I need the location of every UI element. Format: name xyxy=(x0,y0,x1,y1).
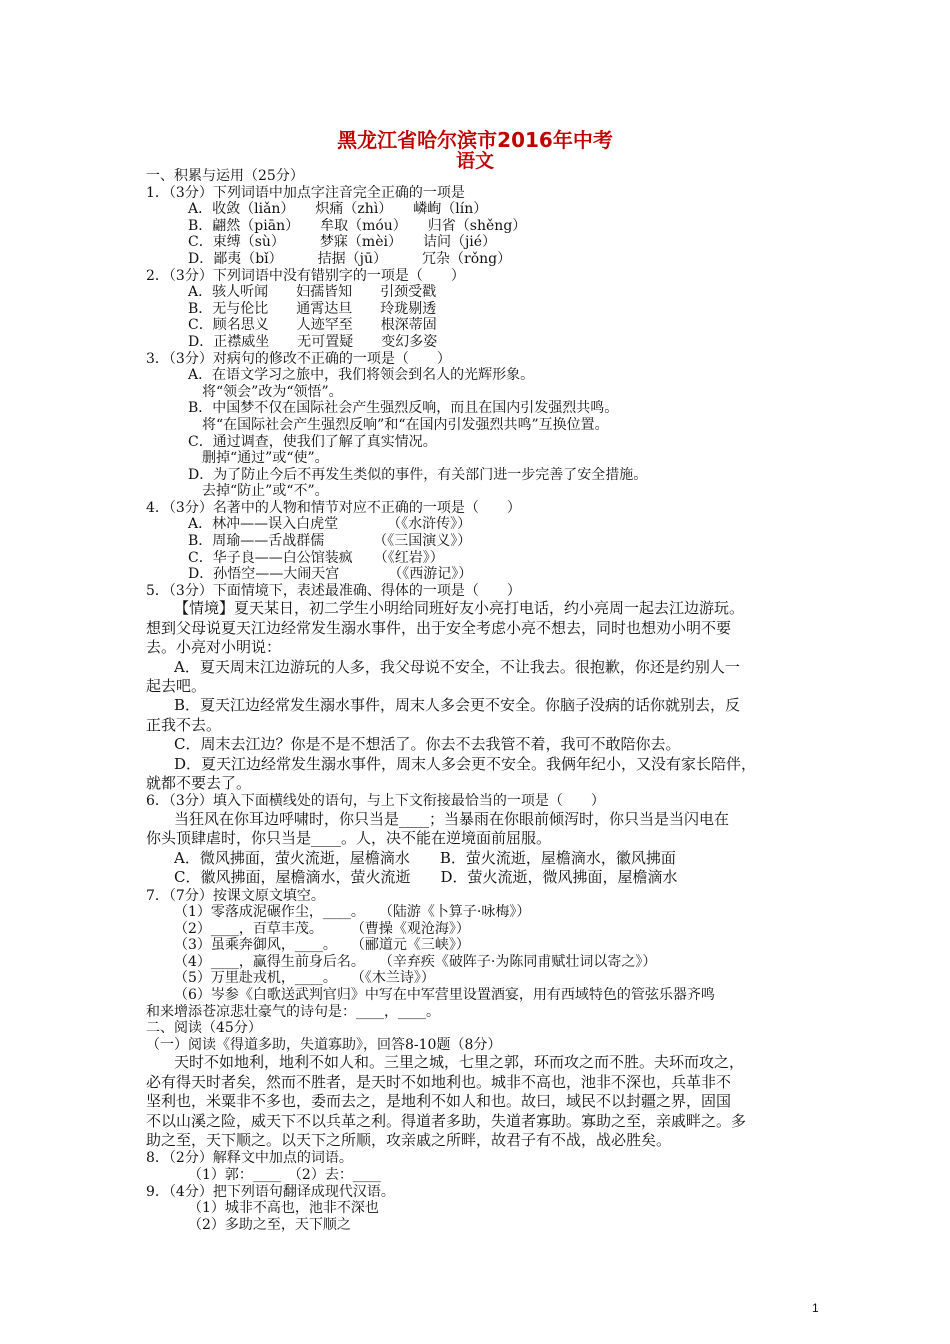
text-line: C．顾名思义 人迹罕至 根深蒂固 xyxy=(188,317,437,334)
text-line: （2）多助之至，天下顺之 xyxy=(188,1216,351,1233)
text-line: A．夏天周末江边游玩的人多，我父母说不安全，不让我去。很抱歉，你还是约别人一 xyxy=(174,657,740,676)
text-line: （2）____，百草丰茂。 （曹操《观沧海》） xyxy=(174,920,470,937)
text-line: A．骇人听闻 妇孺皆知 引颈受戳 xyxy=(188,284,437,301)
text-line: 7．（7分）按课文原文填空。 xyxy=(146,887,325,904)
text-line: D．夏天江边经常发生溺水事件，周末人多会更不安全。我俩年纪小，又没有家长陪伴， xyxy=(174,754,757,773)
text-line: 就都不要去了。 xyxy=(146,773,252,792)
text-line: 1．（3分）下列词语中加点字注音完全正确的一项是 xyxy=(146,184,465,201)
text-line: 正我不去。 xyxy=(146,715,222,734)
text-line: （1）郭：____ （2）去：____ xyxy=(188,1166,381,1183)
page-number: 1 xyxy=(812,1301,819,1315)
text-line: A．在语文学习之旅中，我们将领会到名人的光辉形象。 xyxy=(188,367,535,384)
text-line: （3）虽乘奔御风，____。 （郦道元《三峡》） xyxy=(174,937,470,954)
text-line: （4）____，赢得生前身后名。 （辛弃疾《破阵子·为陈同甫赋壮词以寄之》） xyxy=(174,953,657,970)
text-line: 想到父母说夏天江边经常发生溺水事件，出于安全考虑小亮不想去，同时也想劝小明不要 xyxy=(146,618,732,637)
text-line: 和来增添苍凉悲壮豪气的诗句是：____，____。 xyxy=(146,1003,440,1020)
text-line: 5．（3分）下面情境下，表述最准确、得体的一项是（ ） xyxy=(146,582,521,599)
text-line: 9．（4分）把下列语句翻译成现代汉语。 xyxy=(146,1183,395,1200)
text-line: 3．（3分）对病句的修改不正确的一项是（ ） xyxy=(146,350,451,367)
text-line: 将“在国际社会产生强烈反响”和“在国内引发强烈共鸣”互换位置。 xyxy=(202,416,609,433)
doc-subtitle: 语文 xyxy=(455,150,494,172)
text-line: B．周瑜——舌战群儒 （《三国演义》） xyxy=(188,533,472,550)
text-line: 助之至，天下顺之。以天下之所顺，攻亲戚之所畔，故君子有不战，战必胜矣。 xyxy=(146,1131,672,1149)
text-line: C．徽风拂面，屋檐滴水，萤火流逝 D．萤火流逝，微风拂面，屋檐滴水 xyxy=(174,868,678,887)
doc-title: 黑龙江省哈尔滨市2016年中考 xyxy=(337,128,613,152)
text-line: D．为了防止今后不再发生类似的事件，有关部门进一步完善了安全措施。 xyxy=(188,466,648,483)
text-line: 2．（3分）下列词语中没有错别字的一项是（ ） xyxy=(146,267,465,284)
text-line: （5）万里赴戎机，____。 （《木兰诗》） xyxy=(174,970,435,987)
text-line: B．翩然（piān） 牟取（móu） 归省（shěng） xyxy=(188,217,527,234)
text-line: D．孙悟空——大闹天宫 （《西游记》） xyxy=(188,566,473,583)
text-line: 去掉“防止”或“不”。 xyxy=(202,483,329,500)
text-line: A．微风拂面，萤火流逝，屋檐滴水 B．萤火流逝，屋檐滴水，徽风拂面 xyxy=(174,848,676,867)
text-line: C．束缚（sù） 梦寐（mèi） 诘问（jié） xyxy=(188,234,497,251)
doc-body xyxy=(146,168,810,1233)
text-line: （一）阅读《得道多助，失道寡助》，回答8-10题（8分） xyxy=(146,1036,502,1053)
text-line: 你头顶肆虐时，你只当是____。人，决不能在逆境面前屈服。 xyxy=(146,829,552,848)
text-line: 一、积累与运用（25分） xyxy=(146,168,304,184)
text-line: D．正襟威坐 无可置疑 变幻多姿 xyxy=(188,333,438,350)
text-line: D．鄙夷（bǐ） 拮据（jū） 冗杂（rǒng） xyxy=(188,250,512,267)
text-line: 当狂风在你耳边呼啸时，你只当是____；当暴雨在你眼前倾泻时，你只当是当闪电在 xyxy=(174,809,730,828)
text-line: C．周末去江边？你是不是不想活了。你去不去我管不着，我可不敢陪你去。 xyxy=(174,735,681,754)
text-line: A．林冲——误入白虎堂 （《水浒传》） xyxy=(188,516,472,533)
text-line: （6）岑参《白歌送武判官归》中写在中军营里设置酒宴，用有西域特色的管弦乐器齐鸣 xyxy=(174,987,715,1004)
text-line: 坚利也，米粟非不多也，委而去之，是地利不如人和也。故曰，域民不以封疆之界，固国 xyxy=(146,1092,732,1111)
text-line: B．中国梦不仅在国际社会产生强烈反响，而且在国内引发强烈共鸣。 xyxy=(188,400,619,417)
text-line: 必有得天时者矣，然而不胜者，是天时不如地利也。城非不高也，池非不深也，兵革非不 xyxy=(146,1072,732,1091)
text-line: 不以山溪之险，威天下不以兵革之利。得道者多助，失道者寡助。寡助之至，亲戚畔之。多 xyxy=(146,1111,747,1130)
text-line: 4．（3分）名著中的人物和情节对应不正确的一项是（ ） xyxy=(146,499,521,516)
text-line: 去。小亮对小明说： xyxy=(146,638,282,657)
text-line: 6．（3分）填入下面横线处的语句，与上下文衔接最恰当的一项是（ ） xyxy=(146,793,605,810)
text-line: （1）零落成泥碾作尘，____。 （陆游《卜算子·咏梅》） xyxy=(174,904,531,921)
text-line: 天时不如地利，地利不如人和。三里之城，七里之郭，环而攻之而不胜。夫环而攻之， xyxy=(174,1053,745,1072)
text-line: 【情境】夏天某日，初二学生小明给同班好友小亮打电话，约小亮周一起去江边游玩。 xyxy=(174,599,745,618)
text-line: 将“领会”改为“领悟”。 xyxy=(202,383,343,400)
text-line: 二、阅读（45分） xyxy=(146,1020,262,1037)
text-line: 起去吧。 xyxy=(146,677,207,695)
text-line: 8．（2分）解释文中加点的词语。 xyxy=(146,1150,353,1167)
text-line: 删掉“通过”或“使”。 xyxy=(202,450,329,467)
text-line: B．无与伦比 通霄达旦 玲珑剔透 xyxy=(188,300,437,317)
text-line: C．华子良——白公馆装疯 （《红岩》） xyxy=(188,549,444,566)
text-line: C．通过调查，使我们了解了真实情况。 xyxy=(188,433,437,450)
text-line: B．夏天江边经常发生溺水事件，周末人多会更不安全。你脑子没病的话你就别去，反 xyxy=(174,696,741,715)
text-line: （1）城非不高也，池非不深也 xyxy=(188,1200,379,1217)
text-line: A．收敛（liǎn） 炽痛（zhì） 嶙峋（lín） xyxy=(188,201,488,218)
